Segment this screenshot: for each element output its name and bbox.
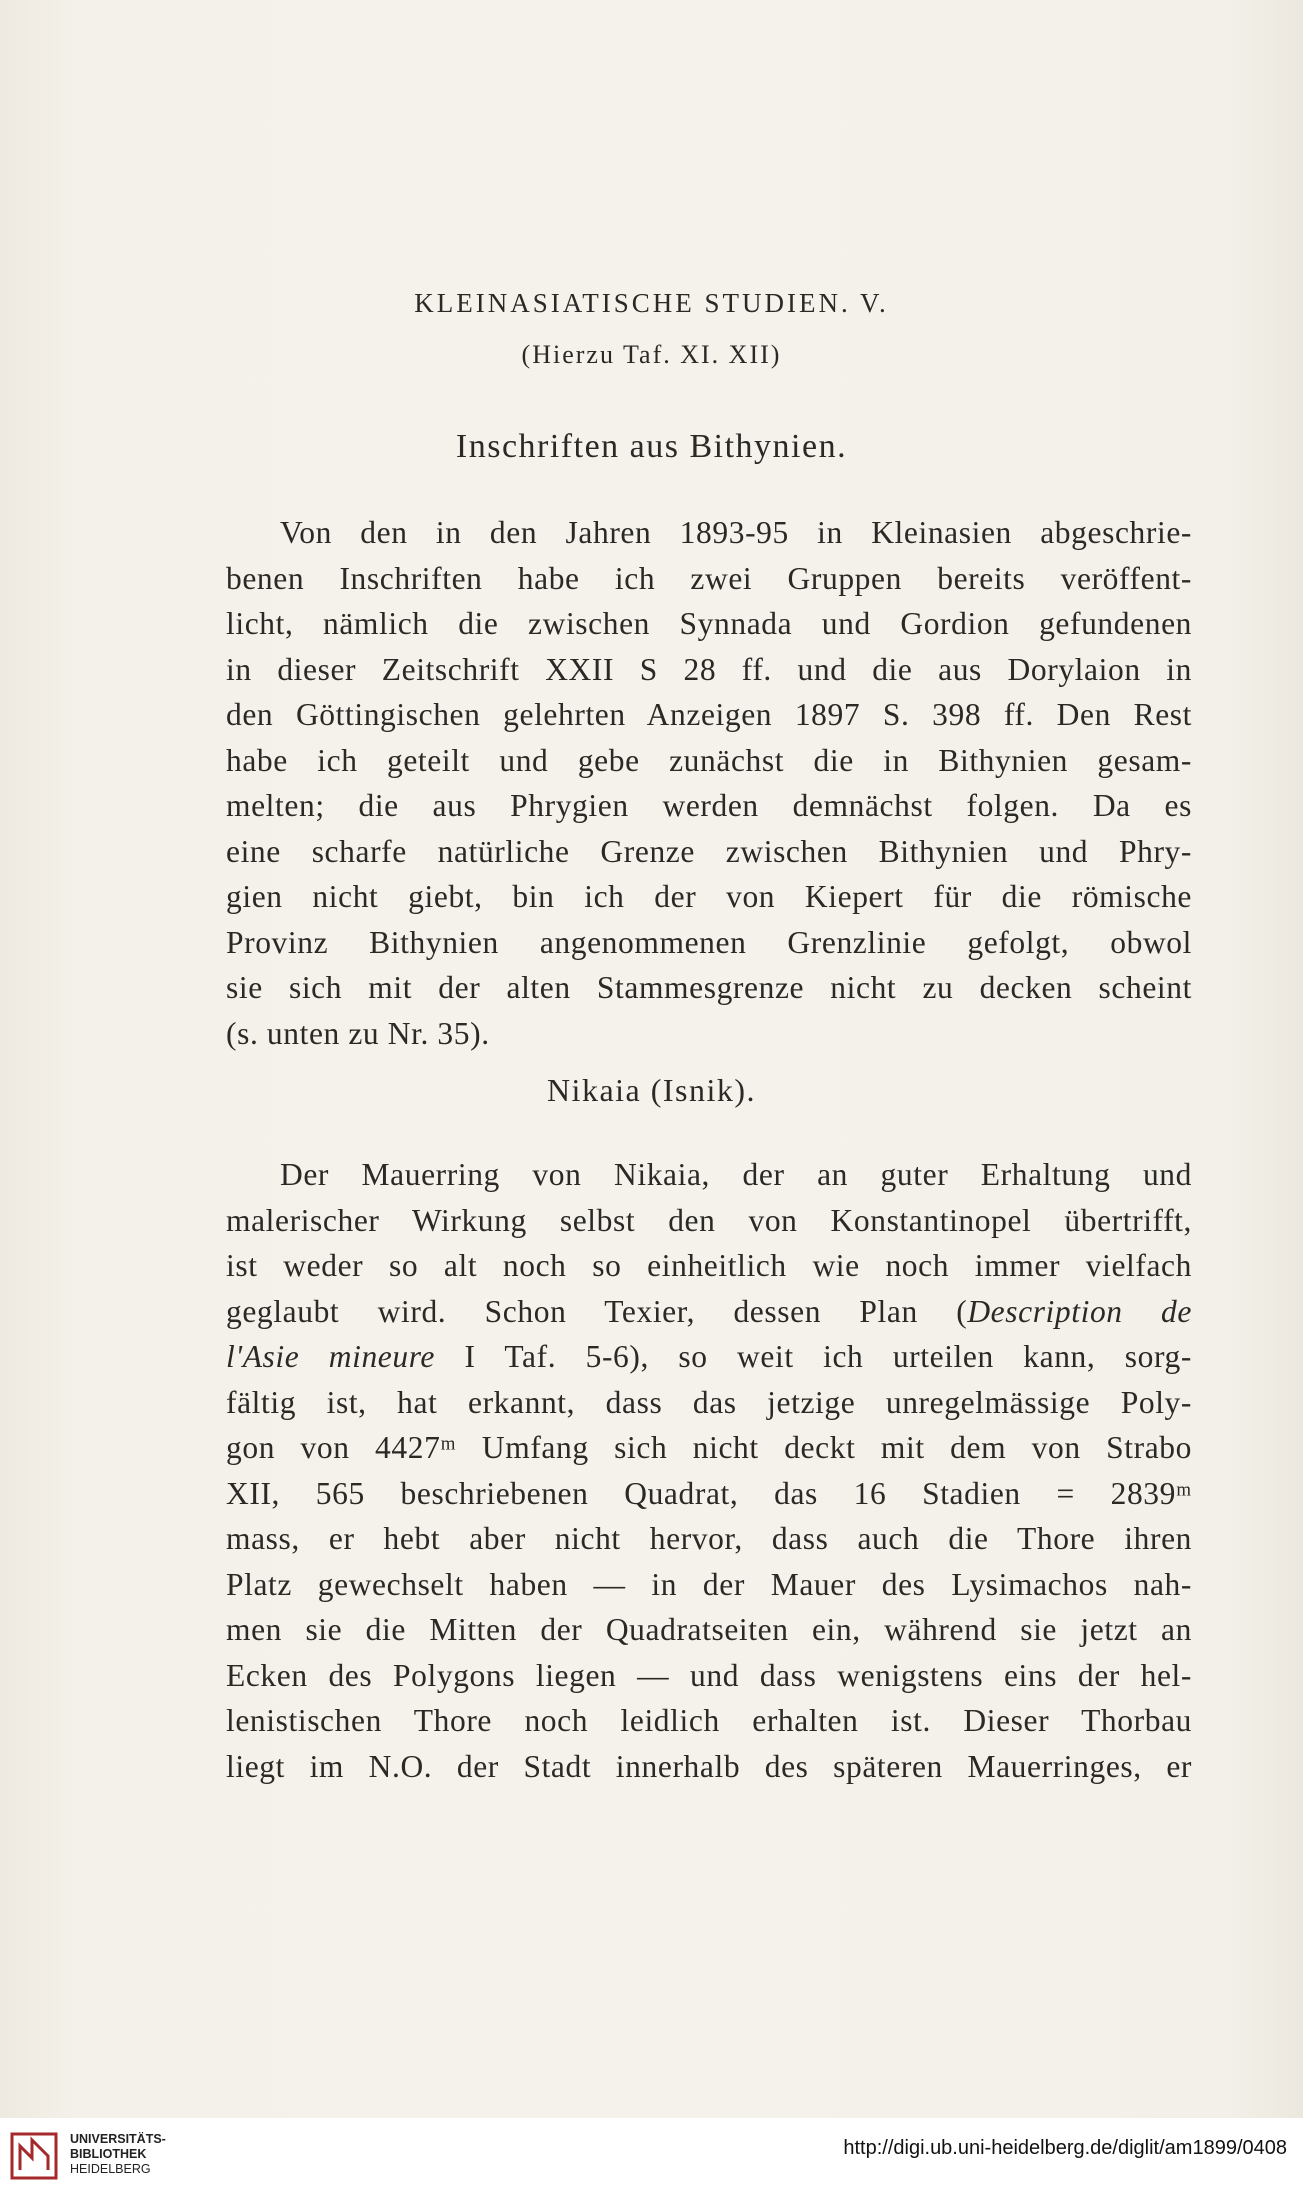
text-line: XII, 565 beschriebenen Quadrat, das 16 Stadien = 2839ᵐ [226,1475,1192,1511]
text-line: eine scharfe natürliche Grenze zwischen Bithynien und Phry- [226,833,1192,869]
text-line: den Göttingischen gelehrten Anzeigen 1897 S. 398 ff. Den Rest [226,697,1192,732]
text-line: Ecken des Polygons liegen — und dass wenigstens eins der hel- [226,1657,1192,1693]
text-line [226,1334,1192,1380]
text-line: men sie die Mitten der Quadratseiten ein, während sie jetzt an [226,1612,1192,1647]
library-name-line: UNIVERSITÄTS- [70,2132,166,2146]
text-line: benen Inschriften habe ich zwei Gruppen bereits veröffent- [226,560,1192,596]
library-name-line: HEIDELBERG [70,2162,151,2176]
text-line: Provinz Bithynien angenommenen Grenzlinie gefolgt, obwol [226,924,1192,960]
text-line [226,1289,1192,1335]
book-title-italic: Description de [967,1293,1192,1329]
text-line: in dieser Zeitschrift XXII S 28 ff. und die aus Dorylaion in [226,651,1192,687]
text-line: habe ich geteilt und gebe zunächst die in Bithynien gesam- [226,742,1192,778]
text-line: sie sich mit der alten Stammesgrenze nicht zu decken scheint [226,970,1192,1005]
paragraph-nikaia [226,1152,1192,1789]
section-heading: Inschriften aus Bithynien. [455,428,848,465]
text-line: lenistischen Thore noch leidlich erhalten ist. Dieser Thorbau [226,1703,1192,1738]
text-line: malerischer Wirkung selbst den von Konstantinopel übertrifft, [226,1202,1192,1238]
subsection-heading: Nikaia (Isnik). [546,1072,757,1108]
paragraph-intro [226,510,1192,1056]
text-line: Der Mauerring von Nikaia, der an guter Erhaltung und [280,1157,1192,1192]
source-url-link[interactable]: http://digi.ub.uni-heidelberg.de/diglit/am1899/0408 [843,2137,1287,2159]
text-line: Platz gewechselt haben — in der Mauer des Lysimachos nah- [226,1566,1192,1602]
text-span: I Taf. 5-6), so weit ich urteilen kann, sorg- [435,1339,1192,1374]
text-line: gon von 4427ᵐ Umfang sich nicht deckt mit dem von Strabo [226,1430,1192,1465]
library-name-line: BIBLIOTHEK [70,2147,147,2161]
text-line: licht, nämlich die zwischen Synnada und Gordion gefundenen [226,606,1192,641]
library-name [70,2132,166,2177]
text-line: Von den in den Jahren 1893-95 in Kleinasien abgeschrie- [280,515,1192,550]
text-line: (s. unten zu Nr. 35). [226,1015,490,1051]
text-line: liegt im N.O. der Stadt innerhalb des späteren Mauerringes, er [226,1748,1192,1784]
text-span: geglaubt wird. Schon Texier, dessen Plan ( [226,1293,968,1329]
text-line: mass, er hebt aber nicht hervor, dass auch die Thore ihren [226,1521,1192,1556]
text-line: gien nicht giebt, bin ich der von Kiepert für die römische [226,879,1192,914]
library-logo-icon [10,2130,60,2182]
text-line: melten; die aus Phrygien werden demnächst folgen. Da es [226,788,1192,823]
text-line: ist weder so alt noch so einheitlich wie noch immer vielfach [226,1248,1192,1283]
plate-reference: (Hierzu Taf. XI. XII) [521,340,782,369]
text-line: fältig ist, hat erkannt, dass das jetzige unregelmässige Poly- [226,1384,1192,1420]
running-title: KLEINASIATISCHE STUDIEN. V. [414,288,889,318]
book-title-italic: l'Asie mineure [226,1339,436,1374]
